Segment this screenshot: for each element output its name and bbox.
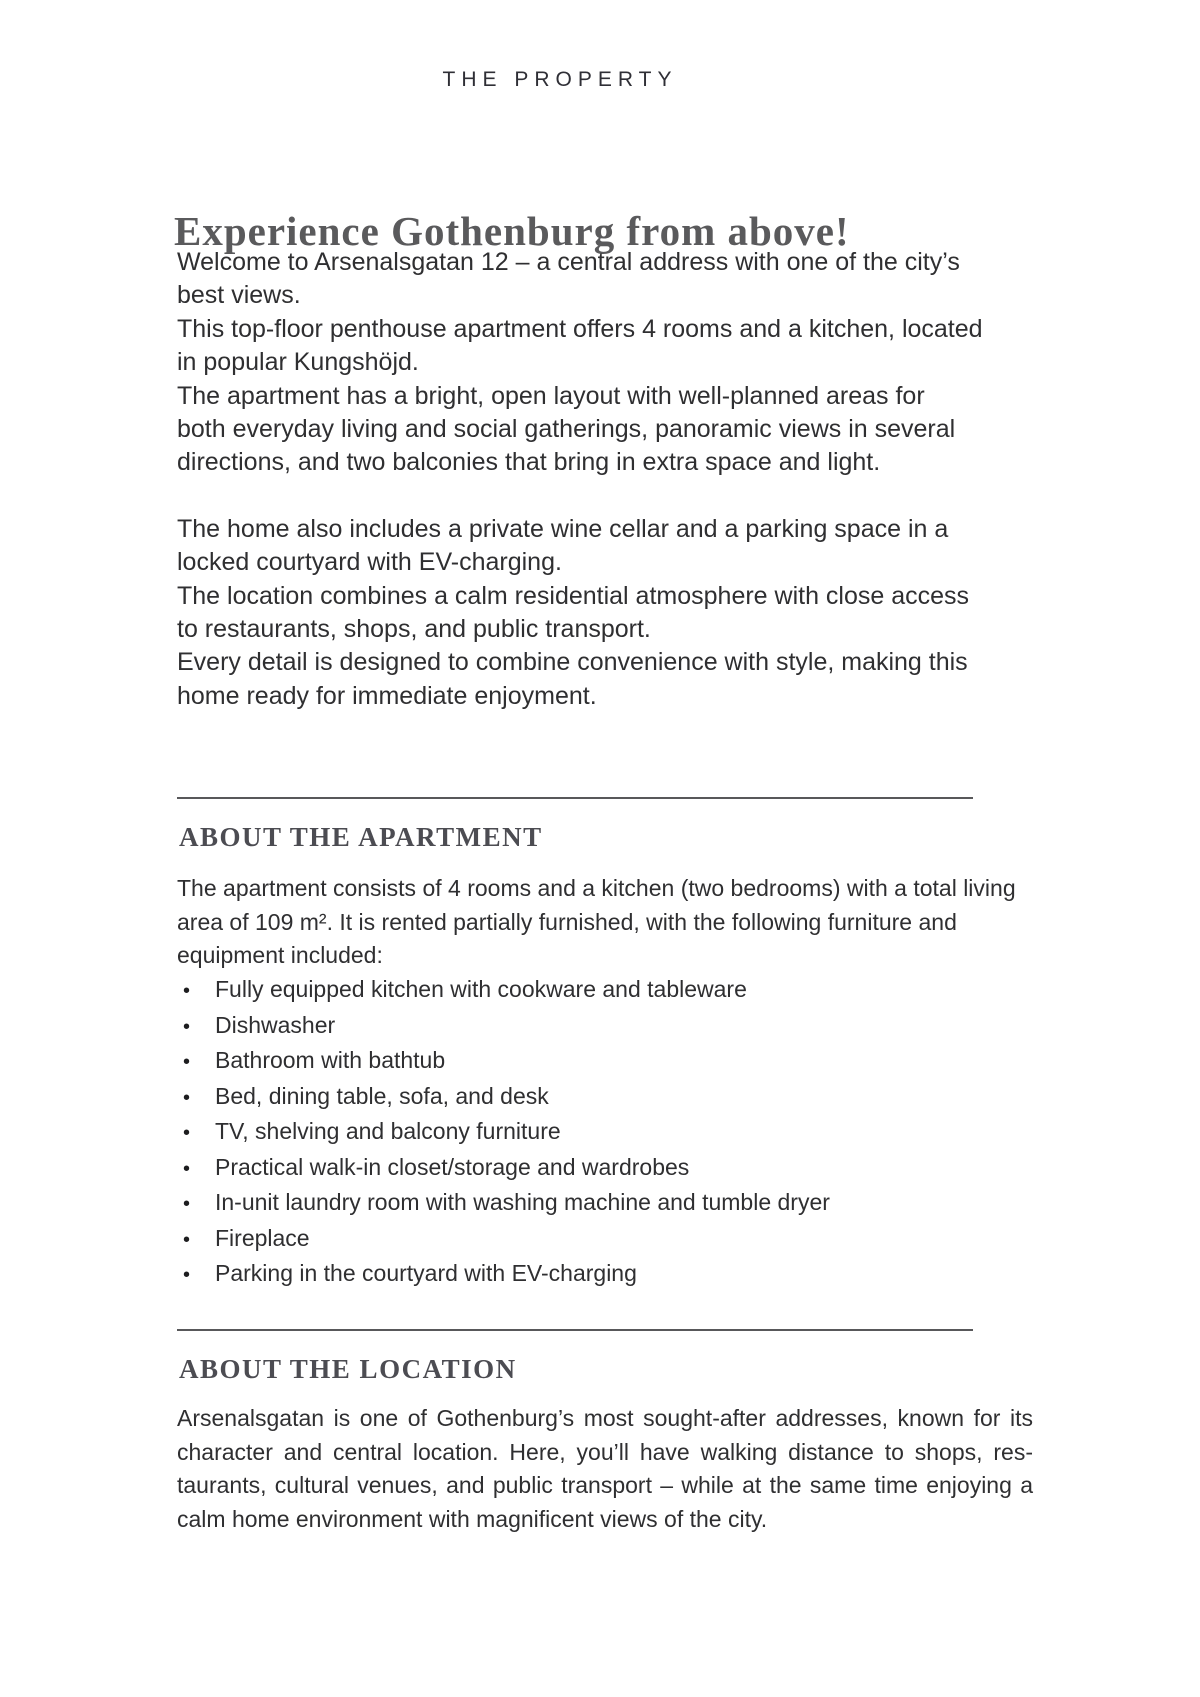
kicker: THE PROPERTY bbox=[442, 68, 678, 91]
intro-paragraph bbox=[177, 580, 1077, 647]
text-line: The location combines a calm residential atmosphere with close access bbox=[177, 581, 970, 610]
bullet-icon: • bbox=[183, 1051, 191, 1073]
apartment-paragraph bbox=[177, 872, 1077, 973]
bullet-item bbox=[177, 1009, 1077, 1045]
bullet-text: In-unit laundry room with washing machine and tumble dryer bbox=[215, 1189, 830, 1215]
text-line: taurants, cultural venues, and public transport – while at the same time enjoying a bbox=[177, 1472, 1033, 1498]
intro-paragraph bbox=[177, 313, 1077, 380]
text-line: area of 109 m². It is rented partially furnished, with the following furniture and bbox=[177, 908, 957, 935]
bullet-icon: • bbox=[183, 1193, 191, 1215]
text-line: The apartment has a bright, open layout with well-planned areas for bbox=[177, 381, 925, 410]
intro-section bbox=[177, 246, 1077, 713]
section-divider bbox=[177, 797, 973, 799]
page-title: Experience Gothenburg from above! bbox=[174, 208, 850, 255]
section-divider bbox=[177, 1329, 973, 1331]
bullet-text: Parking in the courtyard with EV-charging bbox=[215, 1260, 637, 1286]
bullet-text: Fully equipped kitchen with cookware and tableware bbox=[215, 976, 747, 1002]
text-line: to restaurants, shops, and public transport. bbox=[177, 615, 651, 644]
bullet-icon: • bbox=[183, 1228, 191, 1251]
bullet-text: Fireplace bbox=[215, 1224, 310, 1251]
bullet-icon: • bbox=[183, 1122, 191, 1144]
text-line: directions, and two balconies that bring in extra space and light. bbox=[177, 448, 881, 477]
text-line: Welcome to Arsenalsgatan 12 – a central address with one of the city’s bbox=[177, 248, 960, 276]
intro-paragraph bbox=[177, 646, 1077, 713]
text-line: character and central location. Here, you’ll have walking distance to shops, res- bbox=[177, 1438, 1033, 1465]
text-line: The home also includes a private wine cellar and a parking space in a bbox=[177, 514, 949, 543]
bullet-icon: • bbox=[183, 1264, 191, 1286]
text-line: calm home environment with magnificent views of the city. bbox=[177, 1505, 768, 1532]
bullet-icon: • bbox=[183, 1015, 191, 1038]
bullet-text: Practical walk-in closet/storage and wardrobes bbox=[215, 1153, 690, 1180]
section-heading-apartment: ABOUT THE APARTMENT bbox=[179, 822, 543, 852]
bullet-item bbox=[177, 1186, 1077, 1222]
text-line: equipment included: bbox=[177, 942, 383, 968]
text-line: home ready for immediate enjoyment. bbox=[177, 681, 597, 710]
bullet-item bbox=[177, 973, 1077, 1009]
text-line: locked courtyard with EV-charging. bbox=[177, 548, 562, 577]
bullet-text: Bathroom with bathtub bbox=[215, 1047, 446, 1073]
bullet-item bbox=[177, 1115, 1077, 1151]
bullet-item bbox=[177, 1080, 1077, 1116]
text-line: best views. bbox=[177, 281, 301, 310]
intro-paragraph bbox=[177, 513, 1077, 580]
apartment-bullet-list bbox=[177, 973, 1077, 1293]
bullet-item bbox=[177, 1222, 1077, 1258]
bullet-text: Bed, dining table, sofa, and desk bbox=[215, 1082, 549, 1109]
bullet-item bbox=[177, 1044, 1077, 1080]
section-heading-location: ABOUT THE LOCATION bbox=[179, 1354, 517, 1384]
text-line: The apartment consists of 4 rooms and a kitchen (two bedrooms) with a total living bbox=[177, 875, 1016, 901]
bullet-item bbox=[177, 1151, 1077, 1187]
text-line: Every detail is designed to combine convenience with style, making this bbox=[177, 648, 968, 677]
location-paragraph bbox=[177, 1402, 1033, 1536]
text-line: This top-floor penthouse apartment offers 4 rooms and a kitchen, located bbox=[177, 314, 983, 343]
text-line: Arsenalsgatan is one of Gothenburg’s most sought-after addresses, known for its bbox=[177, 1405, 1033, 1431]
text-line: in popular Kungshöjd. bbox=[177, 348, 419, 377]
bullet-text: TV, shelving and balcony furniture bbox=[215, 1118, 561, 1144]
bullet-icon: • bbox=[183, 980, 191, 1002]
bullet-item bbox=[177, 1257, 1077, 1293]
bullet-text: Dishwasher bbox=[215, 1011, 336, 1038]
text-line: both everyday living and social gatherings, panoramic views in several bbox=[177, 415, 956, 444]
intro-paragraph bbox=[177, 246, 1077, 313]
bullet-icon: • bbox=[183, 1086, 191, 1109]
intro-paragraph bbox=[177, 380, 1077, 480]
bullet-icon: • bbox=[183, 1157, 191, 1180]
